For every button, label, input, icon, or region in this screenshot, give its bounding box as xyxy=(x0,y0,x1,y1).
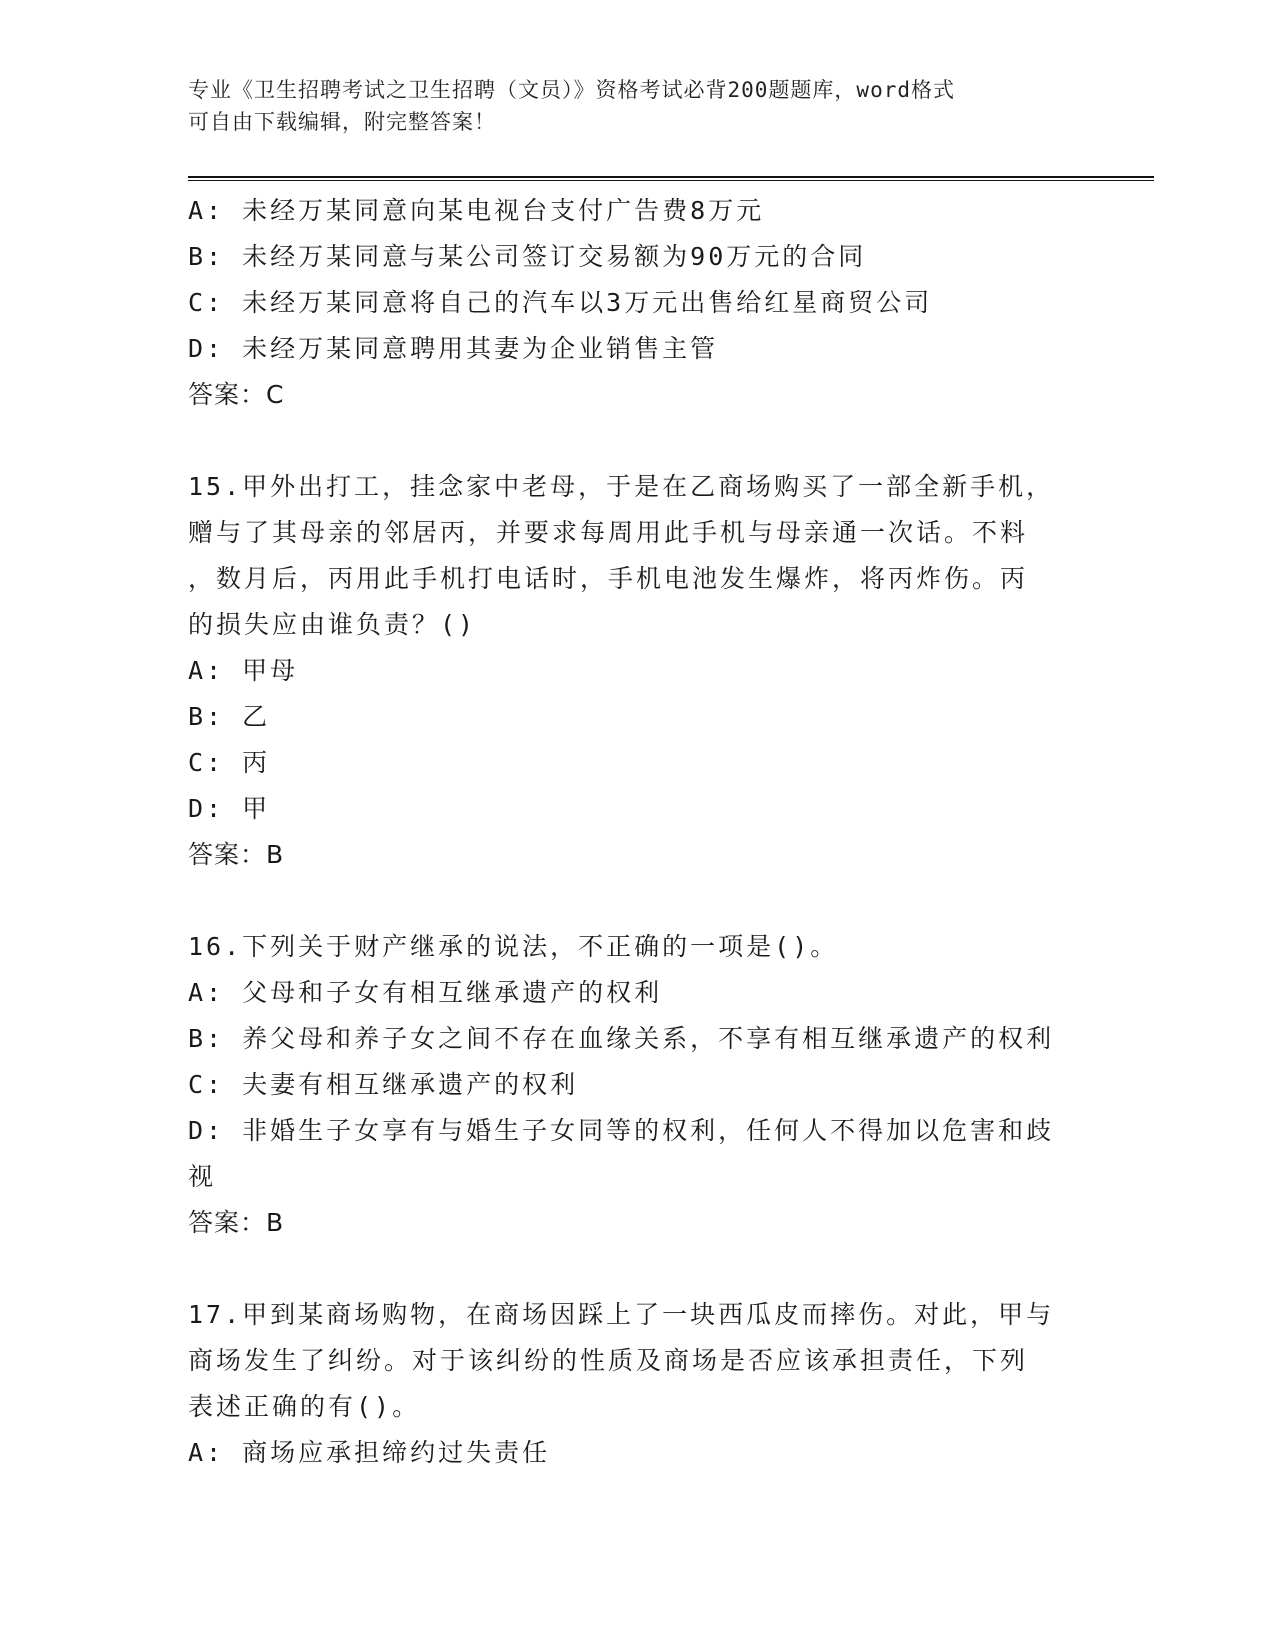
answer: 答案：C xyxy=(188,380,285,409)
continued-question xyxy=(188,188,1068,418)
document-header xyxy=(188,74,1068,138)
answer: 答案：B xyxy=(188,1208,285,1237)
option-d-continued: 视 xyxy=(188,1162,217,1191)
option-d: D: 未经万某同意聘用其妻为企业销售主管 xyxy=(188,334,719,363)
question-text: 17.甲到某商场购物，在商场因踩上了一块西瓜皮而摔伤。对此，甲与 xyxy=(188,1300,1055,1329)
question-text: 赠与了其母亲的邻居丙，并要求每周用此手机与母亲通一次话。不料 xyxy=(188,518,1029,547)
option-d: D: 甲 xyxy=(188,794,271,823)
option-c: C: 丙 xyxy=(188,748,271,777)
question-text: 的损失应由谁负责？() xyxy=(188,610,477,639)
question-16 xyxy=(188,924,1068,1246)
question-text: 16.下列关于财产继承的说法，不正确的一项是()。 xyxy=(188,932,839,961)
header-line-1: 专业《卫生招聘考试之卫生招聘（文员）》资格考试必背200题题库，word格式 xyxy=(188,78,955,102)
header-line-2: 可自由下载编辑，附完整答案！ xyxy=(188,110,496,134)
option-b: B: 未经万某同意与某公司签订交易额为90万元的合同 xyxy=(188,242,867,271)
question-text: ，数月后，丙用此手机打电话时，手机电池发生爆炸，将丙炸伤。丙 xyxy=(188,564,1029,593)
option-b: B: 乙 xyxy=(188,702,271,731)
option-b: B: 养父母和养子女之间不存在血缘关系，不享有相互继承遗产的权利 xyxy=(188,1024,1055,1053)
document-body xyxy=(188,188,1068,1476)
spacer xyxy=(188,418,1068,464)
option-d: D: 非婚生子女享有与婚生子女同等的权利，任何人不得加以危害和歧 xyxy=(188,1116,1055,1145)
question-17 xyxy=(188,1292,1068,1476)
header-divider xyxy=(188,176,1154,178)
option-a: A: 甲母 xyxy=(188,656,299,685)
option-a: A: 商场应承担缔约过失责任 xyxy=(188,1438,551,1467)
question-15 xyxy=(188,464,1068,878)
option-c: C: 未经万某同意将自己的汽车以3万元出售给红星商贸公司 xyxy=(188,288,933,317)
spacer xyxy=(188,1246,1068,1292)
answer: 答案：B xyxy=(188,840,285,869)
spacer xyxy=(188,878,1068,924)
option-a: A: 父母和子女有相互继承遗产的权利 xyxy=(188,978,663,1007)
option-a: A: 未经万某同意向某电视台支付广告费8万元 xyxy=(188,196,765,225)
question-text: 表述正确的有()。 xyxy=(188,1392,421,1421)
question-text: 15.甲外出打工，挂念家中老母，于是在乙商场购买了一部全新手机， xyxy=(188,472,1055,501)
question-text: 商场发生了纠纷。对于该纠纷的性质及商场是否应该承担责任，下列 xyxy=(188,1346,1029,1375)
option-c: C: 夫妻有相互继承遗产的权利 xyxy=(188,1070,579,1099)
